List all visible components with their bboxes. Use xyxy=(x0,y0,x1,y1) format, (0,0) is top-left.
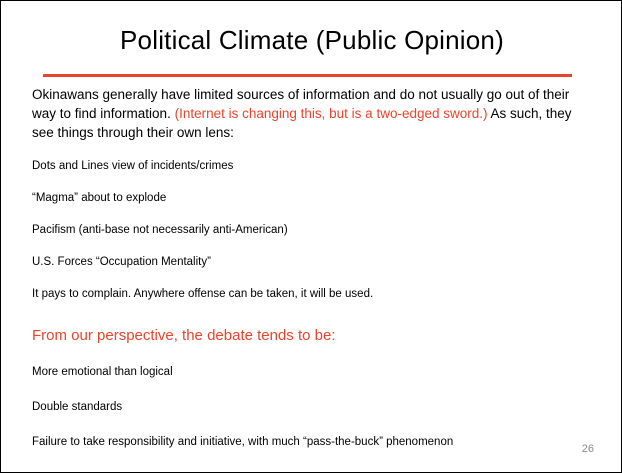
list-item: More emotional than logical xyxy=(32,366,173,378)
slide-body xyxy=(32,85,594,470)
section-subheading: From our perspective, the debate tends to be: xyxy=(32,327,336,344)
page-title: Political Climate (Public Opinion) xyxy=(120,25,504,55)
list-item: U.S. Forces “Occupation Mentality” xyxy=(32,256,211,268)
list-item: Failure to take responsibility and initiative, with much “pass-the-buck” phenomenon xyxy=(32,436,454,448)
bullet-list-secondary xyxy=(32,365,594,450)
list-item: “Magma” about to explode xyxy=(32,192,167,204)
title-divider xyxy=(43,74,572,77)
list-item: Double standards xyxy=(32,401,123,413)
list-item: Pacifism (anti-base not necessarily anti-American) xyxy=(32,224,288,236)
intro-text-part1: Okinawans generally have limited sources of information and do not usually go out of their way to find information. xyxy=(32,87,570,121)
list-item: It pays to complain. Anywhere offense can be taken, it will be used. xyxy=(32,288,374,300)
intro-text-part2: As such, they see things through their own lens: xyxy=(32,106,572,140)
list-item: Dots and Lines view of incidents/crimes xyxy=(32,160,234,172)
intro-paragraph xyxy=(32,85,594,142)
page-number: 26 xyxy=(581,443,594,455)
bullet-list-primary xyxy=(32,159,594,302)
intro-text-accent: (Internet is changing this, but is a two-edged sword.) xyxy=(174,106,488,121)
